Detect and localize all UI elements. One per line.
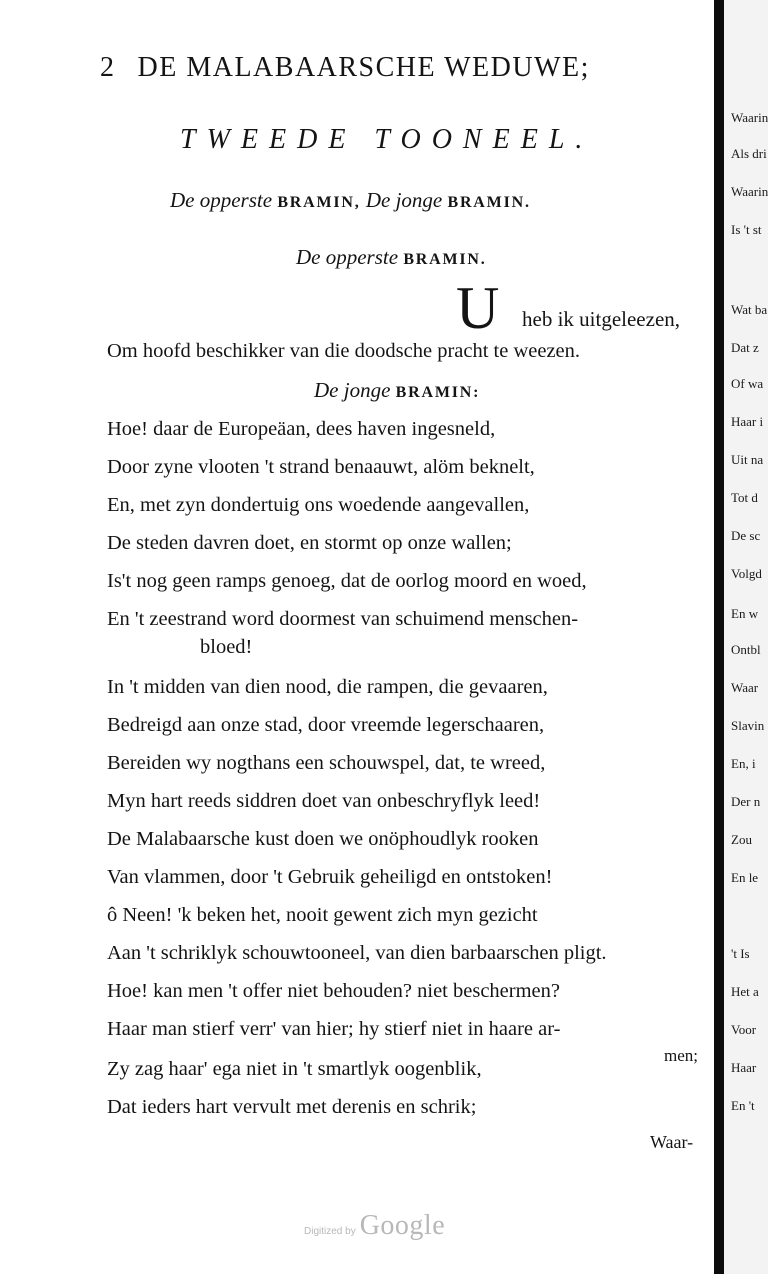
character-name-1: BRAMIN, xyxy=(277,194,361,211)
verse-line: Myn hart reeds siddren doet van onbeschryflyk leed! xyxy=(107,790,541,812)
catchword: Waar- xyxy=(650,1132,694,1152)
facing-page-fragment: En le xyxy=(731,870,759,885)
speaker-heading-1 xyxy=(296,245,487,270)
verse-line-continuation: bloed! xyxy=(200,636,253,658)
verse-line: heb ik uitgeleezen, xyxy=(522,307,681,331)
verse-line: Dat ieders hart vervult met derenis en schrik; xyxy=(107,1096,477,1118)
scene-title: TWEEDE TOONEEL. xyxy=(180,124,594,155)
verse-line: En, met zyn dondertuig ons woedende aangevallen, xyxy=(107,494,530,516)
verse-line: Zy zag haar' ega niet in 't smartlyk oogenblik, xyxy=(107,1058,482,1080)
verse-line: Aan 't schriklyk schouwtooneel, van dien barbaarschen pligt. xyxy=(107,942,607,964)
facing-page-fragment: En w xyxy=(731,606,759,621)
verse-line: Bedreigd aan onze stad, door vreemde legerschaaren, xyxy=(107,714,545,736)
verse-line: De Malabaarsche kust doen we onöphoudlyk rooken xyxy=(107,828,539,850)
facing-page-fragment: Zou xyxy=(731,832,752,847)
watermark-prefix: Digitized by xyxy=(304,1226,356,1237)
watermark-brand: Google xyxy=(359,1210,446,1241)
character-role-2: De jonge xyxy=(365,188,443,212)
speaker-role: De opperste xyxy=(296,245,399,269)
verse-line: Om hoofd beschikker van die doodsche pracht te weezen. xyxy=(107,340,581,362)
verse-line: Is't nog geen ramps genoeg, dat de oorlog moord en woed, xyxy=(107,570,587,592)
digitization-watermark xyxy=(304,1210,445,1242)
running-header xyxy=(100,52,590,84)
facing-page-fragment: Waar xyxy=(731,680,759,695)
facing-page-fragment: Is 't st xyxy=(731,222,762,237)
speaker-role: De jonge xyxy=(314,378,391,402)
verse-line: Hoe! kan men 't offer niet behouden? niet beschermen? xyxy=(107,980,560,1002)
facing-page-fragment: Haar xyxy=(731,1060,757,1075)
scene-characters xyxy=(170,188,531,213)
facing-page-fragment: Slavin xyxy=(731,718,765,733)
facing-page-fragment: Uit na xyxy=(731,452,764,467)
drop-cap: U xyxy=(456,275,500,341)
verse-line: Bereiden wy nogthans een schouwspel, dat, te wreed, xyxy=(107,752,546,774)
character-name-2: BRAMIN. xyxy=(447,194,531,211)
facing-page-fragment: Als dri xyxy=(731,146,767,161)
facing-page-fragment: Wat ba xyxy=(731,302,768,317)
page-number: 2 xyxy=(100,52,116,83)
running-title: DE MALABAARSCHE WEDUWE; xyxy=(137,52,590,83)
verse-line: Door zyne vlooten 't strand benaauwt, alöm beknelt, xyxy=(107,456,535,478)
page-gutter-edge xyxy=(714,0,724,1274)
character-role-1: De opperste xyxy=(170,188,273,212)
facing-page-fragment: En, i xyxy=(731,756,756,771)
facing-page-fragment: Of wa xyxy=(731,376,764,391)
speaker-heading-2 xyxy=(314,378,480,403)
facing-page-fragment: Volgd xyxy=(731,566,762,581)
facing-page-fragment: Dat z xyxy=(731,340,759,355)
facing-page-fragment: Ontbl xyxy=(731,642,761,657)
verse-line: In 't midden van dien nood, die rampen, die gevaaren, xyxy=(107,676,548,698)
facing-page-fragment: Der n xyxy=(731,794,761,809)
facing-page-fragment: Haar i xyxy=(731,414,764,429)
facing-page-fragment: 't Is xyxy=(731,946,750,961)
speaker-name: BRAMIN. xyxy=(403,251,487,268)
verse-line: Haar man stierf verr' van hier; hy stierf niet in haare ar- xyxy=(107,1018,561,1040)
verse-turnover: men; xyxy=(664,1046,698,1065)
facing-page-fragment: Het a xyxy=(731,984,759,999)
verse-line: ô Neen! 'k beken het, nooit gewent zich myn gezicht xyxy=(107,904,538,926)
verse-line: Hoe! daar de Europeäan, dees haven ingesneld, xyxy=(107,418,496,440)
verse-line: De steden davren doet, en stormt op onze wallen; xyxy=(107,532,512,554)
facing-page-fragment: En 't xyxy=(731,1098,755,1113)
verse-line: Van vlammen, door 't Gebruik geheiligd en ontstoken! xyxy=(107,866,553,888)
facing-page-fragment: De sc xyxy=(731,528,761,543)
facing-page-fragment: Waarin xyxy=(731,110,768,125)
facing-page-fragment: Voor xyxy=(731,1022,757,1037)
facing-page-fragment: Tot d xyxy=(731,490,758,505)
facing-page-fragment: Waarin xyxy=(731,184,768,199)
speaker-name: BRAMIN: xyxy=(395,384,481,401)
verse-line: En 't zeestrand word doormest van schuimend menschen- xyxy=(107,608,579,630)
